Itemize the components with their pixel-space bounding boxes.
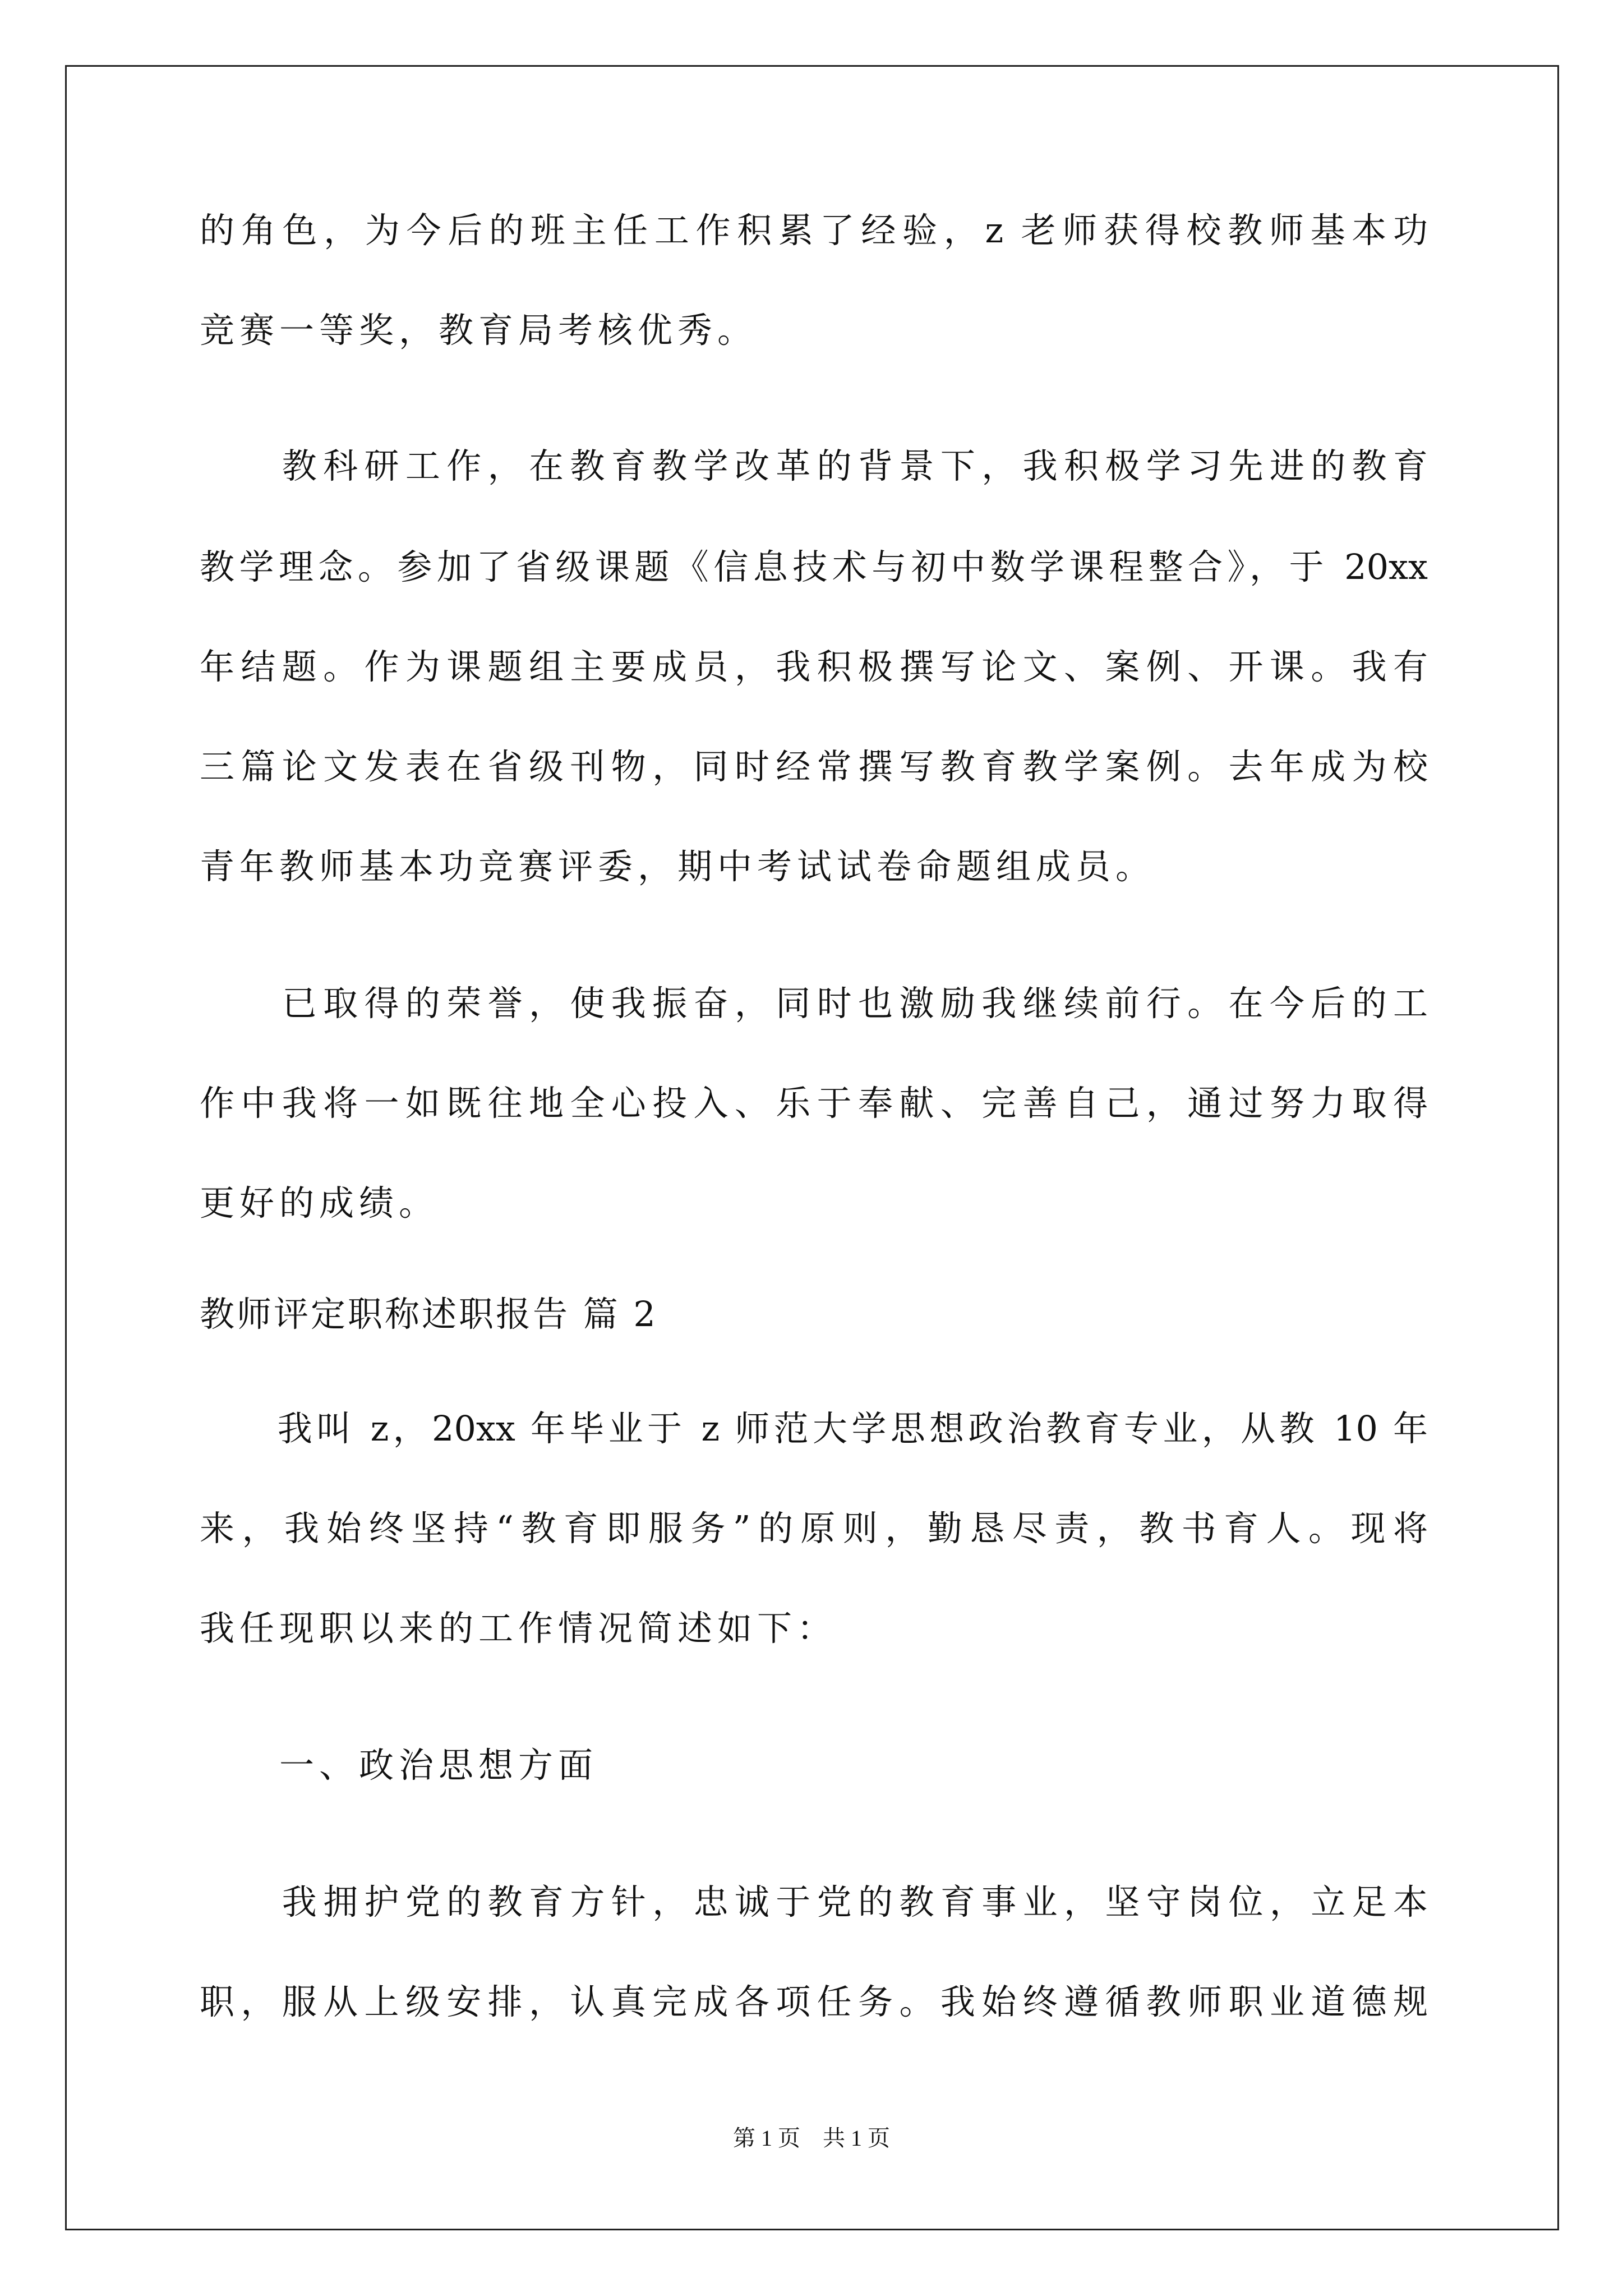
text-line: 更好的成绩。	[200, 1182, 439, 1223]
page-footer: 第 1 页 共 1 页	[733, 2125, 890, 2151]
text-line: 我拥护党的教育方针，忠诚于党的教育事业，坚守岗位，立足本	[200, 1881, 1428, 1922]
text-line: 教科研工作，在教育教学改革的背景下，我积极学习先进的教育	[200, 445, 1428, 486]
text-line: 的角色，为今后的班主任工作积累了经验，z 老师获得校教师基本功	[200, 210, 1428, 251]
text-line: 我任现职以来的工作情况简述如下：	[200, 1608, 837, 1649]
text-line: 我叫 z，20xx 年毕业于 z 师范大学思想政治教育专业，从教 10 年	[200, 1408, 1428, 1449]
text-line: 已取得的荣誉，使我振奋，同时也激励我继续前行。在今后的工	[200, 983, 1428, 1024]
text-line: 职，服从上级安排，认真完成各项任务。我始终遵循教师职业道德规	[200, 1981, 1428, 2022]
text-line: 作中我将一如既往地全心投入、乐于奉献、完善自己，通过努力取得	[200, 1083, 1428, 1124]
text-line: 来，我始终坚持“教育即服务”的原则，勤恳尽责，教书育人。现将	[200, 1508, 1428, 1549]
section-heading: 教师评定职称述职报告 篇 2	[200, 1294, 658, 1335]
subsection-heading: 一、政治思想方面	[200, 1745, 598, 1786]
text-line: 年结题。作为课题组主要成员，我积极撰写论文、案例、开课。我有	[200, 646, 1428, 687]
text-line: 教学理念。参加了省级课题《信息技术与初中数学课程整合》，于 20xx	[200, 546, 1428, 587]
text-line: 三篇论文发表在省级刊物，同时经常撰写教育教学案例。去年成为校	[200, 746, 1428, 787]
text-line: 竞赛一等奖，教育局考核优秀。	[200, 310, 758, 351]
text-line: 青年教师基本功竞赛评委，期中考试试卷命题组成员。	[200, 846, 1156, 887]
